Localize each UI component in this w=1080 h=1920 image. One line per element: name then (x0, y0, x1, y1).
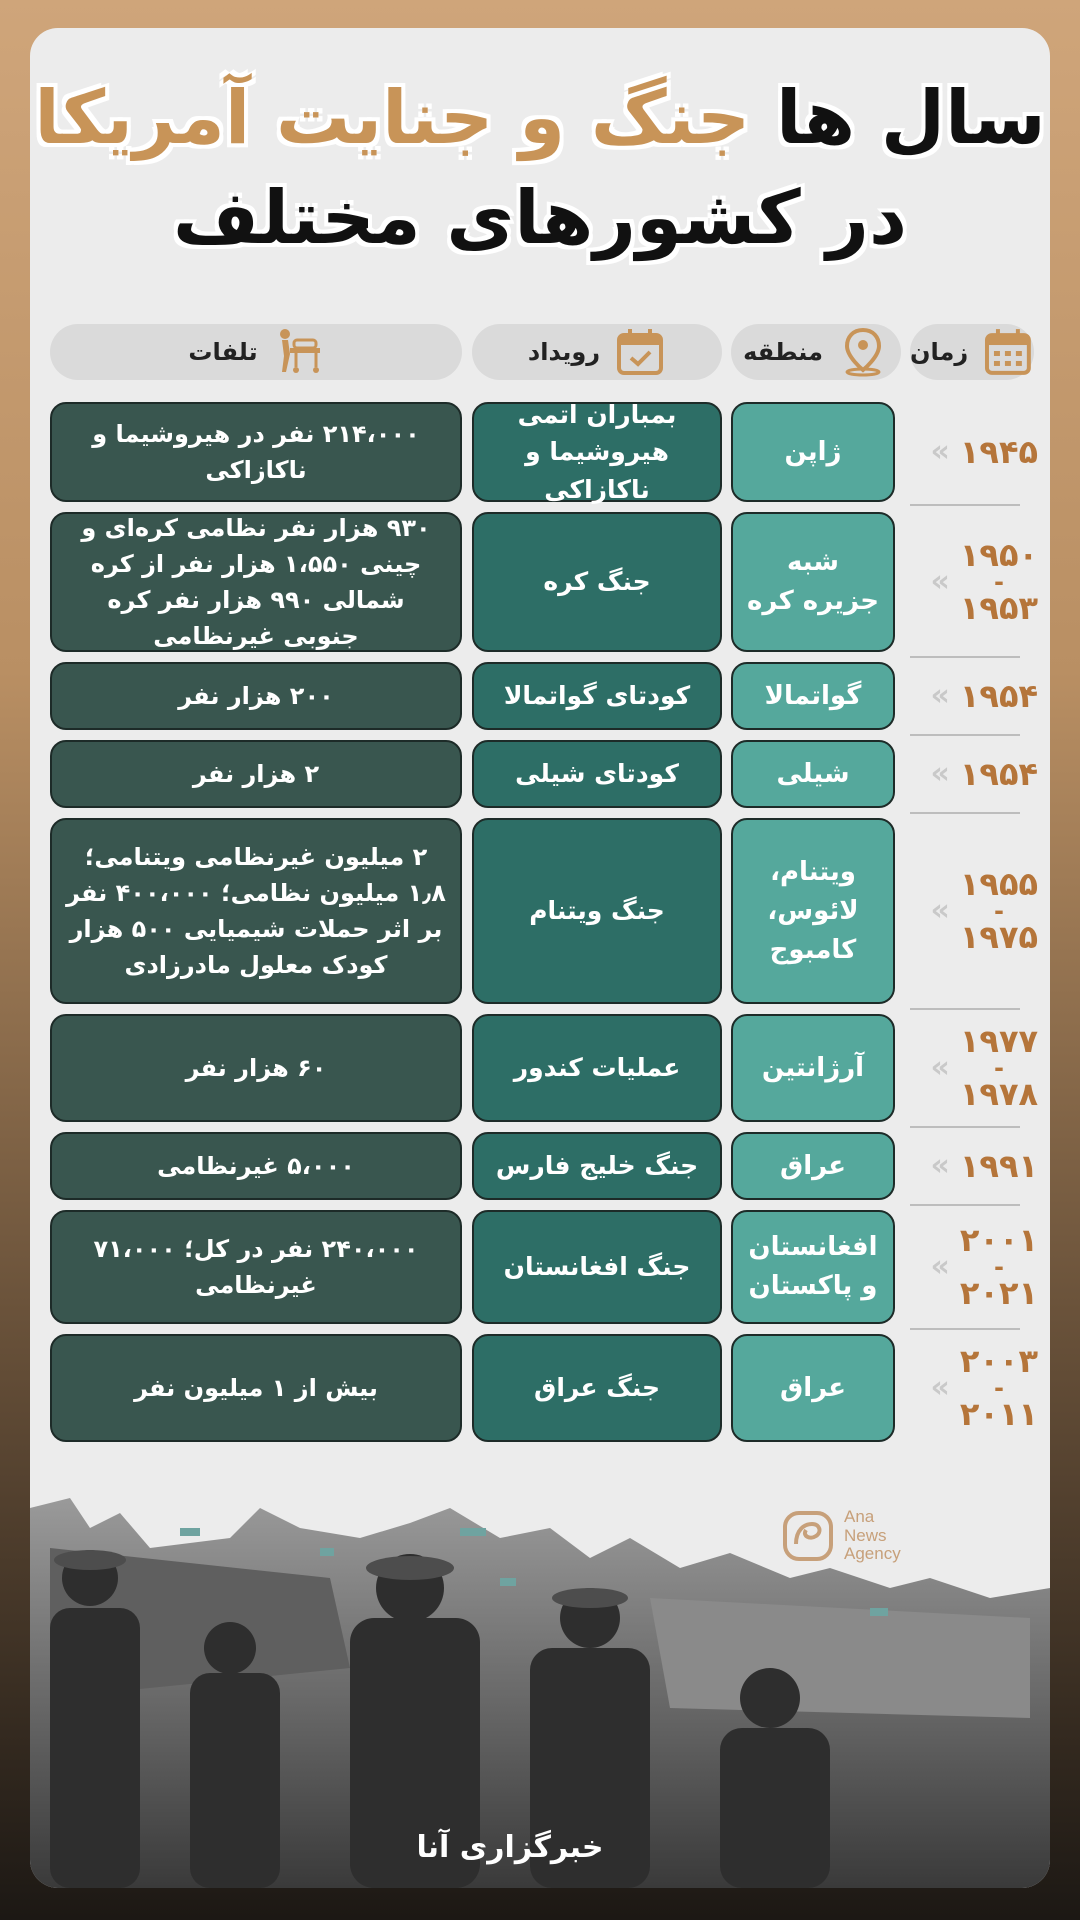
row-divider (910, 1328, 1020, 1330)
chevron-left-icon: « (930, 677, 950, 713)
row-year: « ۲۰۰۳ - ۲۰۱۱ (930, 1341, 1038, 1434)
row-losses: ۲ هزار نفر (50, 740, 462, 808)
row-region: عراق (731, 1334, 895, 1442)
chevron-left-icon: « (930, 1248, 950, 1284)
row-divider (910, 656, 1020, 658)
row-event: جنگ خلیج فارس (472, 1132, 722, 1200)
row-divider (910, 1126, 1020, 1128)
chevron-left-icon: « (930, 1147, 950, 1183)
row-region: گواتمالا (731, 662, 895, 730)
row-event: جنگ افغانستان (472, 1210, 722, 1324)
row-year: « ۱۹۴۵ (930, 432, 1038, 471)
row-event: جنگ کره (472, 512, 722, 652)
infographic-card (30, 28, 1050, 1888)
agency-logo (782, 1508, 901, 1564)
row-divider (910, 812, 1020, 814)
title-line2: در کشورهای مختلف (172, 175, 908, 261)
row-year: « ۱۹۷۷ - ۱۹۷۸ (930, 1021, 1038, 1114)
row-event: کودتای گواتمالا (472, 662, 722, 730)
title-accent: جنگ و جنایت آمریکا (34, 75, 751, 161)
header-time-label: زمان (910, 338, 969, 366)
row-year: « ۱۹۵۴ (930, 676, 1038, 715)
row-event: جنگ عراق (472, 1334, 722, 1442)
row-event: بمباران اتمی هیروشیما و ناکازاکی (472, 402, 722, 502)
chevron-left-icon: « (930, 433, 950, 469)
row-region: آرژانتین (731, 1014, 895, 1122)
row-losses: ۹۳۰ هزار نفر نظامی کره‌ای و چینی ۱،۵۵۰ هزار نفر از کره شمالی ۹۹۰ هزار نفر کره جنوبی غیرنظامی (50, 512, 462, 652)
row-losses: ۵،۰۰۰ غیرنظامی (50, 1132, 462, 1200)
row-losses: ۲۰۰ هزار نفر (50, 662, 462, 730)
row-divider (910, 1204, 1020, 1206)
chevron-left-icon: « (930, 1049, 950, 1085)
header-event-label: رویداد (527, 338, 601, 366)
row-region: شیلی (731, 740, 895, 808)
row-year: « ۱۹۵۴ (930, 754, 1038, 793)
row-region: شبه جزیره کره (731, 512, 895, 652)
header-losses-label: تلفات (188, 338, 258, 366)
row-year: « ۱۹۹۱ (930, 1146, 1038, 1185)
logo-line3: Agency (844, 1544, 901, 1564)
row-year: « ۱۹۵۰ - ۱۹۵۳ (930, 535, 1038, 628)
row-divider (910, 504, 1020, 506)
ana-logo-icon (782, 1510, 834, 1562)
logo-line1: Ana (844, 1507, 875, 1526)
row-losses: ۲۴۰،۰۰۰ نفر در کل؛ ۷۱،۰۰۰ غیرنظامی (50, 1210, 462, 1324)
row-region: ژاپن (731, 402, 895, 502)
row-losses: بیش از ۱ میلیون نفر (50, 1334, 462, 1442)
brand-wordmark: خبرگزاری آنا (416, 1830, 604, 1865)
row-year: « ۱۹۵۵ - ۱۹۷۵ (930, 864, 1038, 957)
chevron-left-icon: « (930, 892, 950, 928)
row-region: عراق (731, 1132, 895, 1200)
row-divider (910, 734, 1020, 736)
chevron-left-icon: « (930, 563, 950, 599)
row-losses: ۶۰ هزار نفر (50, 1014, 462, 1122)
row-region: افغانستان و پاکستان (731, 1210, 895, 1324)
chevron-left-icon: « (930, 755, 950, 791)
row-event: کودتای شیلی (472, 740, 722, 808)
chevron-left-icon: « (930, 1369, 950, 1405)
header-region-label: منطقه (743, 338, 823, 366)
row-losses: ۲ میلیون غیرنظامی ویتنامی؛ ۱٫۸ میلیون نظامی؛ ۴۰۰،۰۰۰ نفر بر اثر حملات شیمیایی ۵۰۰ هزار کودک معلول مادرزادی (50, 818, 462, 1004)
row-event: جنگ ویتنام (472, 818, 722, 1004)
row-year: « ۲۰۰۱ - ۲۰۲۱ (930, 1220, 1038, 1313)
title-part1: سال ها (776, 75, 1046, 161)
row-divider (910, 1008, 1020, 1010)
logo-line2: News (844, 1525, 887, 1545)
row-event: عملیات کندور (472, 1014, 722, 1122)
row-region: ویتنام، لائوس، کامبوج (731, 818, 895, 1004)
row-losses: ۲۱۴،۰۰۰ نفر در هیروشیما و ناکازاکی (50, 402, 462, 502)
